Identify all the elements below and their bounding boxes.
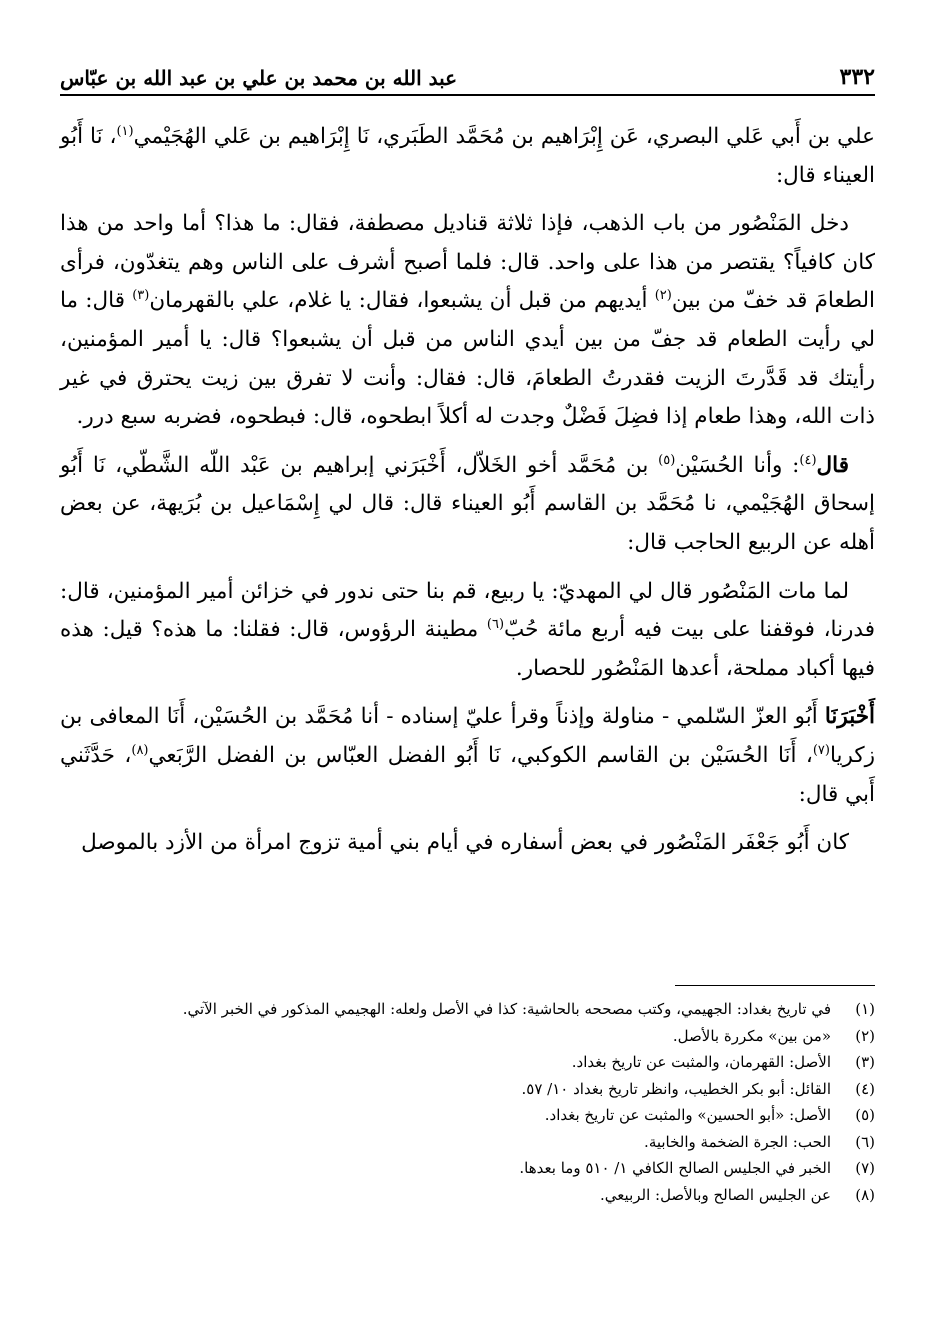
- footnote-ref-1: (١): [116, 123, 134, 139]
- footnote-item: [60, 1155, 875, 1182]
- footnote-item: [60, 996, 875, 1023]
- footnote-ref-6: (٦): [486, 616, 505, 632]
- page-header: [60, 56, 875, 96]
- paragraph-6: كان أَبُو جَعْفَر المَنْصُور في بعض أسفاره في أيام بني أمية تزوج امرأة من الأزد بالموصل: [81, 830, 849, 856]
- paragraph-4: لما مات المَنْصُور قال لي المهديّ: يا ربيع، قم بنا حتى ندور في خزائن أمير المؤمنين، قال: فدرنا، فوقفنا على بيت فيه أربع مائة حُبّ$^{(٦)}$ مطينة الرؤوس، قال: فقلنا: ما هذه؟ قيل: هذه فيها أكباد مملحة، أعدها المَنْصُور للحصار.: [60, 578, 875, 681]
- footnote-text: «من بين» مكررة بالأصل.: [672, 1026, 831, 1045]
- footnote-item: [60, 1049, 875, 1076]
- footnote-ref-8: (٨): [131, 742, 149, 758]
- footnote-ref-2: (٢): [654, 288, 672, 304]
- paragraph-lead: قال: [816, 452, 849, 478]
- footnote-number: (١): [855, 1000, 875, 1018]
- footnote-ref-3: (٣): [132, 288, 150, 304]
- footnote-text: الأصل: «أبو الحسين» والمثبت عن تاريخ بغداد.: [544, 1106, 831, 1124]
- footnote-text: في تاريخ بغداد: الجهيمي، وكتب مصححه بالحاشية: كذا في الأصل ولعله: الهجيمي المذكور في الخبر الآتي.: [182, 1000, 831, 1018]
- footnote-divider: [675, 985, 875, 986]
- footnote-number: (٥): [855, 1106, 875, 1124]
- paragraph-5: أَخْبَرَنَا أَبُو العزّ السّلمي - مناولة وإذناً وقرأ عليّ إسناده - أنا مُحَمَّد بن الحُسَيْن، أَنَا المعافى بن زكريا$^{(٧)}$، أَنَا الحُسَيْن بن القاسم الكوكبي، نَا أَبُو الفضل العبّاس بن الفضل الرَّبَعي$^{(٨)}$، حَدَّثَني أَبي قال:: [60, 704, 875, 807]
- page-number: ٣٣٢: [839, 64, 875, 90]
- footnote-ref-5: (٥): [658, 452, 676, 468]
- footnote-number: (٨): [855, 1185, 875, 1204]
- footnote-item: [60, 1182, 875, 1209]
- paragraph-lead: أَخْبَرَنَا: [824, 704, 875, 730]
- footnote-ref-4: (٤): [799, 452, 817, 468]
- footnote-item: [60, 1023, 875, 1050]
- footnote-item: [60, 1076, 875, 1103]
- footnote-text: عن الجليس الصالح وبالأصل: الربيعي.: [600, 1185, 831, 1204]
- paragraph-1: علي بن أَبي عَلي البصري، عَن إِبْرَاهيم بن مُحَمَّد الطَبَري، نَا إِبْرَاهيم بن عَلي الهُجَيْمي$^{(١)}$، نَا أَبُو العيناء قال:: [60, 123, 875, 188]
- footnote-text: الأصل: القهرمان، والمثبت عن تاريخ بغداد.: [571, 1053, 831, 1071]
- footnote-text: الحب: الجرة الضخمة والخابية.: [644, 1132, 831, 1151]
- footnote-item: [60, 1129, 875, 1156]
- footnotes: [60, 996, 875, 1208]
- footnote-number: (٤): [855, 1079, 875, 1098]
- main-text: [60, 118, 875, 873]
- footnote-number: (٧): [855, 1159, 875, 1177]
- footnote-number: (٢): [855, 1026, 875, 1045]
- paragraph-2: دخل المَنْصُور من باب الذهب، فإذا ثلاثة قناديل مصطفة، فقال: ما هذا؟ أما واحد من هذا كان كافياً؟ يقتصر من هذا على واحد. قال: فلما أصبح أشرف على الناس وهم يتغدّون، فرأى الطعامَ قد خفّ من بين$^{(٢)}$ أيديهم من قبل أن يشبعوا، فقال: يا غلام، علي بالقهرمان$^{(٣)}$ قال: ما لي رأيت الطعام قد جفّ من بين أيدي الناس من قبل أن يشبعوا؟ قال: يا أمير المؤمنين، رأيتك قد قَدَّرتَ الزيت فقدرتُ الطعامَ، قال: فقال: وأنت لا تفرق بين زيت يحترق في غير ذات الله، وهذا طعام إذا فضِلَ فَضْلٌ وجدت له أكلاً ابطحوه، قال: فبطحوه، فضربه سبع درر.: [60, 211, 875, 430]
- footnote-text: القائل: أبو بكر الخطيب، وانظر تاريخ بغداد ١٠/ ٥٧.: [521, 1079, 831, 1098]
- running-title: عبد الله بن محمد بن علي بن عبد الله بن عبّاس: [60, 66, 458, 90]
- paragraph-3: قال$^{(٤)}$: وأنا الحُسَيْن$^{(٥)}$ بن مُحَمَّد أخو الخَلاّل، أَخْبَرَني إبراهيم بن عَبْد اللّه الشَّطّي، نَا أَبُو إسحاق الهُجَيْمي، نا مُحَمَّد بن القاسم أَبُو العيناء قال: قال لي إِسْمَاعيل بن بُرَيهة، عن بعض أهله عن الربيع الحاجب قال:: [60, 452, 875, 555]
- footnote-item: [60, 1102, 875, 1129]
- footnote-ref-7: (٧): [812, 742, 830, 758]
- footnote-number: (٣): [855, 1053, 875, 1071]
- footnote-number: (٦): [855, 1132, 875, 1151]
- footnote-text: الخبر في الجليس الصالح الكافي ١/ ٥١٠ وما بعدها.: [519, 1159, 831, 1177]
